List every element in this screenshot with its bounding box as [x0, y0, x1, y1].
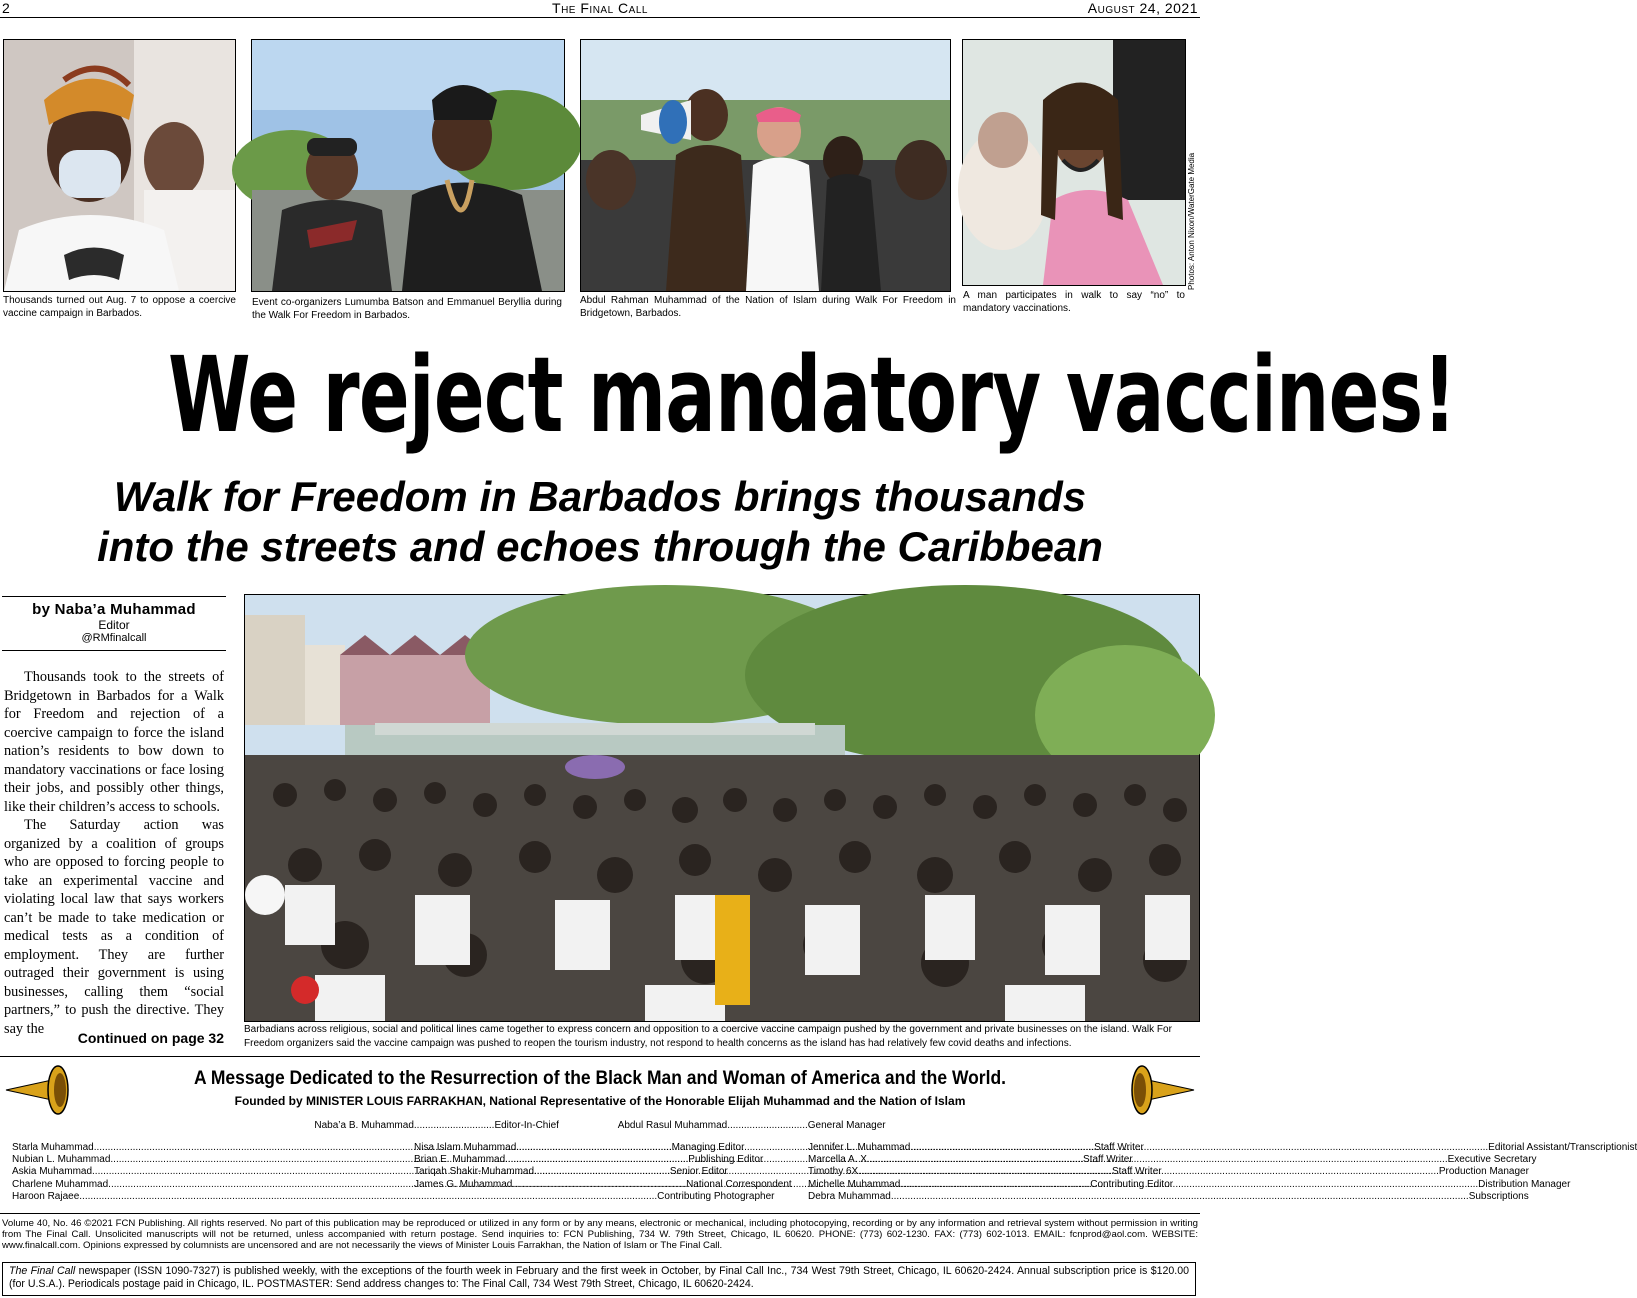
staff-row: Askia Muhammad ..... Senior Editor [12, 1166, 396, 1178]
photo-megaphone [580, 39, 951, 292]
photo-caption-2: Event co-organizers Lumumba Batson and Emmanuel Beryllia during the Walk For Freedom in Barbados. [252, 297, 562, 321]
staff-row: Nisa Islam Muhammad ..... Staff Writer [414, 1142, 794, 1154]
photo-co-organizers [251, 39, 565, 292]
photo-caption-3: Abdul Rahman Muhammad of the Nation of Islam during Walk For Freedom in Bridgetown, Barbados. [580, 295, 956, 319]
section-divider [0, 1056, 1200, 1057]
continued-link[interactable]: Continued on page 32 [77, 1030, 224, 1046]
byline-box [2, 596, 226, 651]
staff-row: Michelle Muhammad ..... Distribution Manager [808, 1179, 1188, 1191]
byline-role: Editor [98, 618, 130, 632]
article-paragraph: Thousands took to the streets of Bridgetown in Barbados for a Walk for Freedom and rejection of a coercive campaign to force the island nation’s residents to bow down to mandatory vaccinations or face losing their jobs, and possibly other things, like their children’s access to schools. [4, 669, 224, 815]
editor-in-chief: Naba’a B. Muhammad.............................Editor-In-Chief [314, 1120, 559, 1131]
staff-row: James G. Muhammad ..... Contributing Editor [414, 1179, 794, 1191]
main-photo-crowd [244, 594, 1200, 1022]
staff-row: Haroon Rajaee ..... Contributing Photographer [12, 1191, 396, 1203]
subhead-line-1: Walk for Freedom in Barbados brings thousands [113, 473, 1087, 520]
staff-row: Timothy 6X. ..... Production Manager [808, 1166, 1188, 1178]
staff-row: Nubian L. Muhammad ..... Publishing Editor [12, 1154, 396, 1166]
photo-woman-mask [3, 39, 236, 292]
section-divider [0, 1213, 1200, 1214]
photo-caption-4: A man participates in walk to say “no” to mandatory vaccinations. [963, 290, 1185, 314]
staff-row: Brian E. Muhammad ..... Staff Writer [414, 1154, 794, 1166]
subhead-line-2: into the streets and echoes through the Caribbean [97, 523, 1103, 570]
masthead-message: A Message Dedicated to the Resurrection of the Black Man and Woman of America and the World. [193, 1068, 1006, 1089]
photo-caption-1: Thousands turned out Aug. 7 to oppose a coercive vaccine campaign in Barbados. [3, 295, 236, 319]
staff-row: Jennifer L. Muhammad ..... Editorial Assistant/Transcriptionist [808, 1142, 1188, 1154]
photo-credit: Photos: Anton Nixon/WaterGate Media [1187, 152, 1196, 290]
byline-handle: @RMfinalcall [81, 632, 147, 644]
article-paragraph: The Saturday action was organized by a coalition of groups who are opposed to forcing people to take an experimental vaccine and violating local law that says workers can’t be made to take medication or medical tests as a condition of employment. They are further outraged their government is using businesses, calling them “social partners,” to push the directive. They say the [4, 817, 224, 1037]
staff-row: Debra Muhammad ..... Subscriptions [808, 1191, 1188, 1203]
main-photo-caption: Barbadians across religious, social and political lines came together to express concern and opposition to a coercive vaccine campaign pushed by the government and private businesses on the island. Walk For Freedom organizers said the vaccine campaign was pushed to reopen the tourism industry, not respond to health concerns as the island has had relatively few covid deaths and infections. [244, 1024, 1172, 1049]
photo-dreadlocks [962, 39, 1186, 286]
masthead-founded: Founded by MINISTER LOUIS FARRAKHAN, National Representative of the Honorable Elijah Muhammad and the Nation of Islam [234, 1094, 966, 1108]
staff-row: Starla Muhammad ..... Managing Editor [12, 1142, 396, 1154]
general-manager: Abdul Rasul Muhammad.............................General Manager [617, 1120, 886, 1131]
issue-date: August 24, 2021 [1087, 0, 1198, 16]
staff-row: Marcella A. X. ..... Executive Secretary [808, 1154, 1188, 1166]
page-number: 2 [2, 0, 10, 16]
page-header [0, 0, 1200, 18]
article-body [4, 668, 224, 1038]
publication-notice-text: newspaper (ISSN 1090-7327) is published weekly, with the exceptions of the fourth week in February and the first week in October, by Final Call Inc., 734 West 79th Street, Chicago, IL 60620-2424. Annual subscription price is $120.00 (for U.S.A.). Periodicals postage paid in Chicago, IL. POSTMASTER: Send address changes to: The Final Call, 734 West 79th Street, Chicago, IL 60620-2424. [9, 1265, 1189, 1290]
publication-name: The Final Call [552, 0, 648, 16]
publication-notice-title: The Final Call [9, 1265, 76, 1277]
staff-column-3 [808, 1142, 1637, 1203]
executive-editors [0, 1120, 1200, 1131]
legal-notice: Volume 40, No. 46 ©2021 FCN Publishing. All rights reserved. No part of this publication may be reproduced or utilized in any form or by any means, electronic or mechanical, including photocopying, recording or by any information and retrieval system without permission in writing from The Final Call. Unsolicited manuscripts will not be returned, unless accompanied with return postage. Send inquiries to: FCN Publishing, 734 W. 79th Street, Chicago, IL 60620. PHONE: (773) 602-1230. FAX: (773) 602-1013. EMAIL: fcnprod@aol.com. WEBSITE: www.finalcall.com. Opinions expressed by columnists are uncensored and are not necessarily the views of Minister Louis Farrakhan, the Nation of Islam or The Final Call. [2, 1218, 1198, 1251]
publication-notice [2, 1262, 1196, 1296]
staff-row: Tariqah Shakir-Muhammad ..... Staff Writer [414, 1166, 794, 1178]
staff-row: Charlene Muhammad ..... National Correspondent [12, 1179, 396, 1191]
byline-author: by Naba’a Muhammad [32, 601, 196, 618]
headline: We reject mandatory vaccines! [167, 334, 1456, 456]
